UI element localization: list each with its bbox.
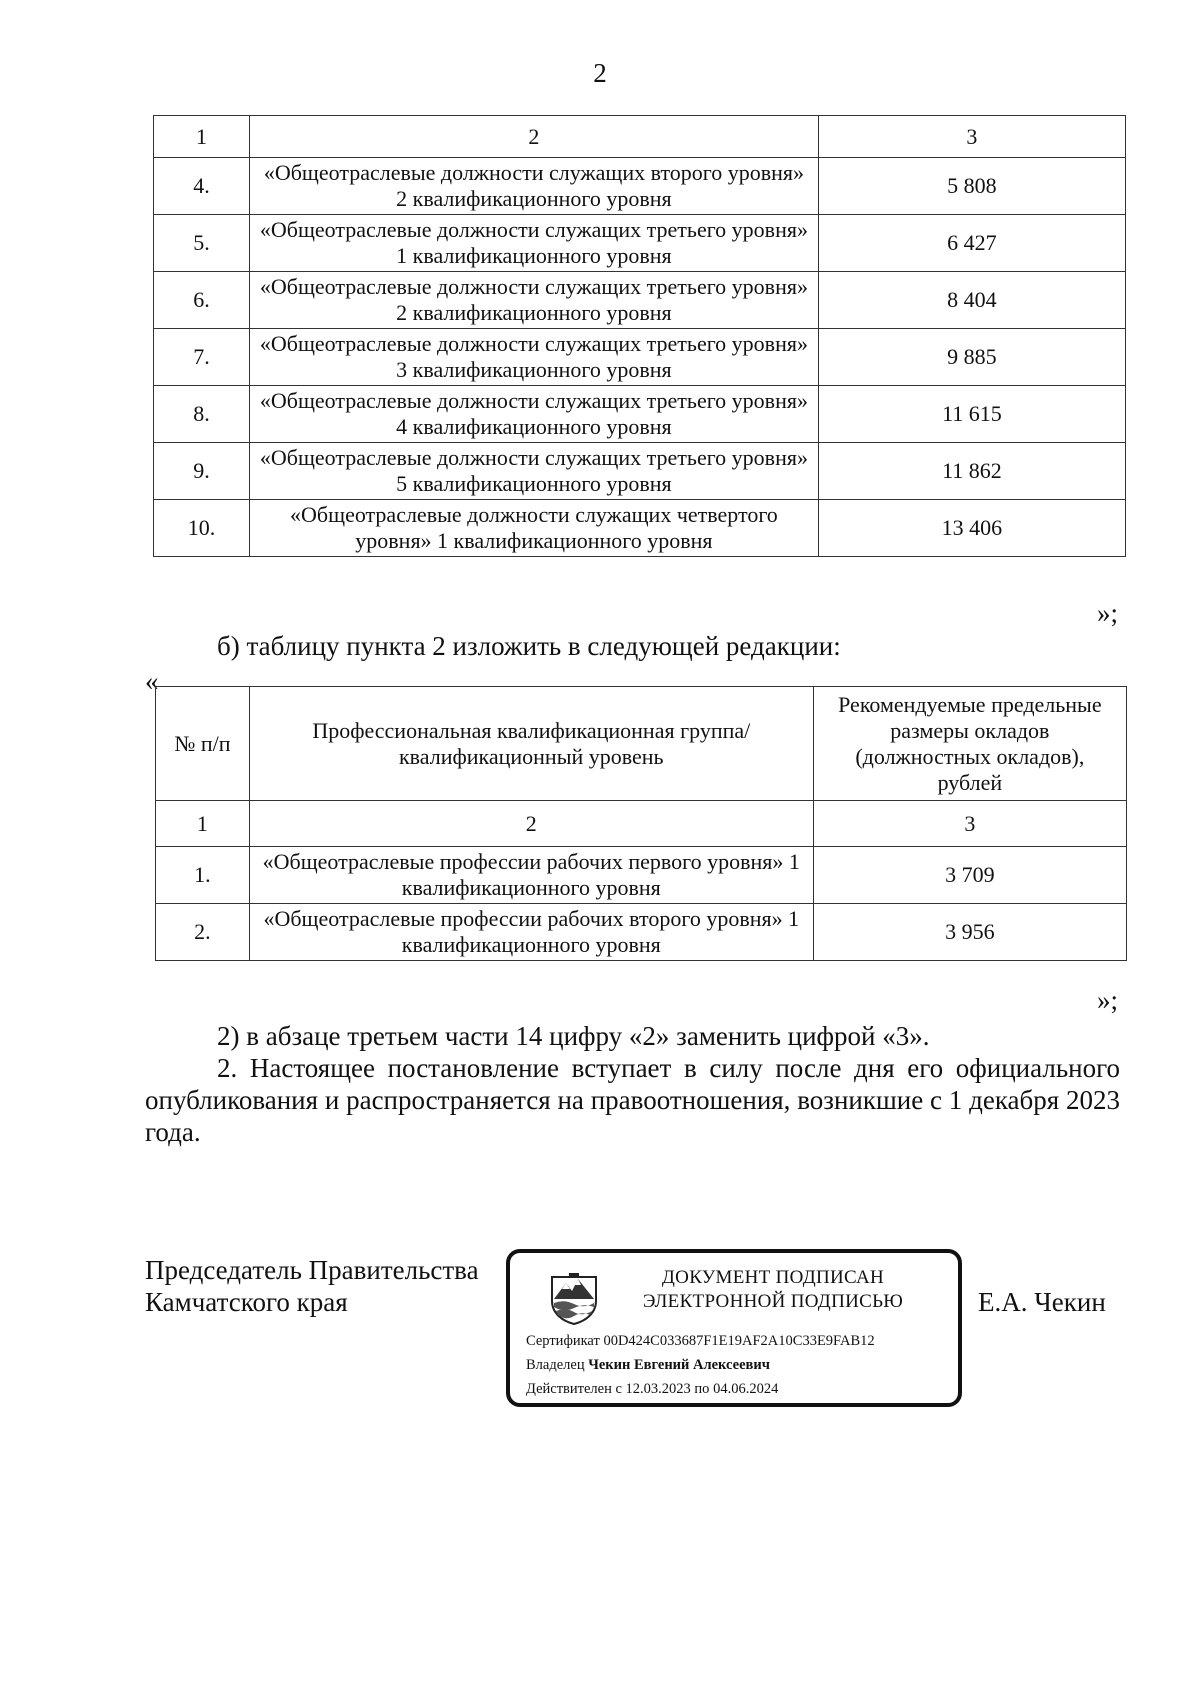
row-salary: 9 885	[818, 329, 1125, 386]
row-number: 7.	[154, 329, 250, 386]
electronic-signature-stamp	[506, 1249, 962, 1407]
header-number: № п/п	[156, 687, 250, 801]
column-number-3: 3	[813, 801, 1126, 847]
row-number: 5.	[154, 215, 250, 272]
salary-table-workers	[155, 686, 1127, 961]
column-number-2: 2	[249, 801, 813, 847]
row-salary: 8 404	[818, 272, 1125, 329]
row-salary: 3 956	[813, 904, 1126, 961]
row-number: 1.	[156, 847, 250, 904]
row-number: 4.	[154, 158, 250, 215]
table-numbering-row	[156, 801, 1127, 847]
salary-table-continuation	[153, 115, 1126, 557]
row-group: «Общеотраслевые должности служащих третьего уровня» 1 квалификационного уровня	[250, 215, 819, 272]
table-header-row	[156, 687, 1127, 801]
row-group: «Общеотраслевые должности служащих второго уровня» 2 квалификационного уровня	[250, 158, 819, 215]
column-number-3: 3	[818, 116, 1125, 158]
table-row	[154, 272, 1126, 329]
opening-quote: «	[145, 666, 159, 696]
row-number: 2.	[156, 904, 250, 961]
position-line-1: Председатель Правительства	[145, 1255, 479, 1285]
header-salary: Рекомендуемые предельные размеры окладов (должностных окладов), рублей	[813, 687, 1126, 801]
stamp-validity	[526, 1381, 778, 1398]
certificate-value: 00D424C033687F1E19AF2A10C33E9FAB12	[603, 1333, 875, 1349]
row-group: «Общеотраслевые должности служащих третьего уровня» 3 квалификационного уровня	[250, 329, 819, 386]
table1-closing-quote: »;	[1096, 598, 1118, 628]
page-number: 2	[593, 58, 607, 88]
table-row	[156, 904, 1127, 961]
row-group: «Общеотраслевые должности служащих третьего уровня» 5 квалификационного уровня	[250, 443, 819, 500]
row-group: «Общеотраслевые должности служащих четвертого уровня» 1 квалификационного уровня	[250, 500, 819, 557]
row-number: 8.	[154, 386, 250, 443]
table-row	[154, 500, 1126, 557]
row-number: 6.	[154, 272, 250, 329]
header-group: Профессиональная квалификационная группа/ квалификационный уровень	[249, 687, 813, 801]
row-salary: 11 615	[818, 386, 1125, 443]
validity-label: Действителен с	[526, 1381, 622, 1397]
stamp-title-line-2: ЭЛЕКТРОННОЙ ПОДПИСЬЮ	[642, 1291, 904, 1312]
row-salary: 13 406	[818, 500, 1125, 557]
row-group: «Общеотраслевые должности служащих третьего уровня» 2 квалификационного уровня	[250, 272, 819, 329]
stamp-owner	[526, 1357, 770, 1374]
table2-closing-quote: »;	[1096, 985, 1118, 1015]
row-group: «Общеотраслевые профессии рабочих первого уровня» 1 квалификационного уровня	[249, 847, 813, 904]
table-row	[154, 443, 1126, 500]
certificate-label: Сертификат	[526, 1333, 600, 1349]
table-row	[154, 329, 1126, 386]
signatory-position	[145, 1254, 479, 1318]
validity-from: 12.03.2023	[625, 1381, 691, 1397]
column-number-2: 2	[250, 116, 819, 158]
table-row	[154, 215, 1126, 272]
row-salary: 5 808	[818, 158, 1125, 215]
coat-of-arms-icon	[548, 1271, 600, 1325]
stamp-certificate	[526, 1333, 875, 1350]
table-row	[154, 386, 1126, 443]
table-row	[156, 847, 1127, 904]
row-salary: 3 709	[813, 847, 1126, 904]
validity-to-label: по	[694, 1381, 710, 1397]
stamp-title-line-1: ДОКУМЕНТ ПОДПИСАН	[661, 1267, 885, 1288]
column-number-1: 1	[156, 801, 250, 847]
point-2-text: 2. Настоящее постановление вступает в силу после дня его официального опубликования и распространяется на правоотношения, возникшие с 1 декабря 2023 года.	[145, 1053, 1120, 1147]
row-number: 9.	[154, 443, 250, 500]
position-line-2: Камчатского края	[145, 1287, 348, 1317]
column-number-1: 1	[154, 116, 250, 158]
item-b-text: б) таблицу пункта 2 изложить в следующей редакции:	[217, 631, 841, 661]
item-2-subpoint: 2) в абзаце третьем части 14 цифру «2» заменить цифрой «3».	[217, 1021, 930, 1051]
row-salary: 11 862	[818, 443, 1125, 500]
table-header-row	[154, 116, 1126, 158]
row-group: «Общеотраслевые должности служащих третьего уровня» 4 квалификационного уровня	[250, 386, 819, 443]
signatory-name: Е.А. Чекин	[978, 1287, 1106, 1317]
row-group: «Общеотраслевые профессии рабочих второго уровня» 1 квалификационного уровня	[249, 904, 813, 961]
owner-label: Владелец	[526, 1357, 585, 1373]
validity-to: 04.06.2024	[713, 1381, 779, 1397]
row-salary: 6 427	[818, 215, 1125, 272]
row-number: 10.	[154, 500, 250, 557]
owner-value: Чекин Евгений Алексеевич	[588, 1357, 770, 1373]
table-row	[154, 158, 1126, 215]
